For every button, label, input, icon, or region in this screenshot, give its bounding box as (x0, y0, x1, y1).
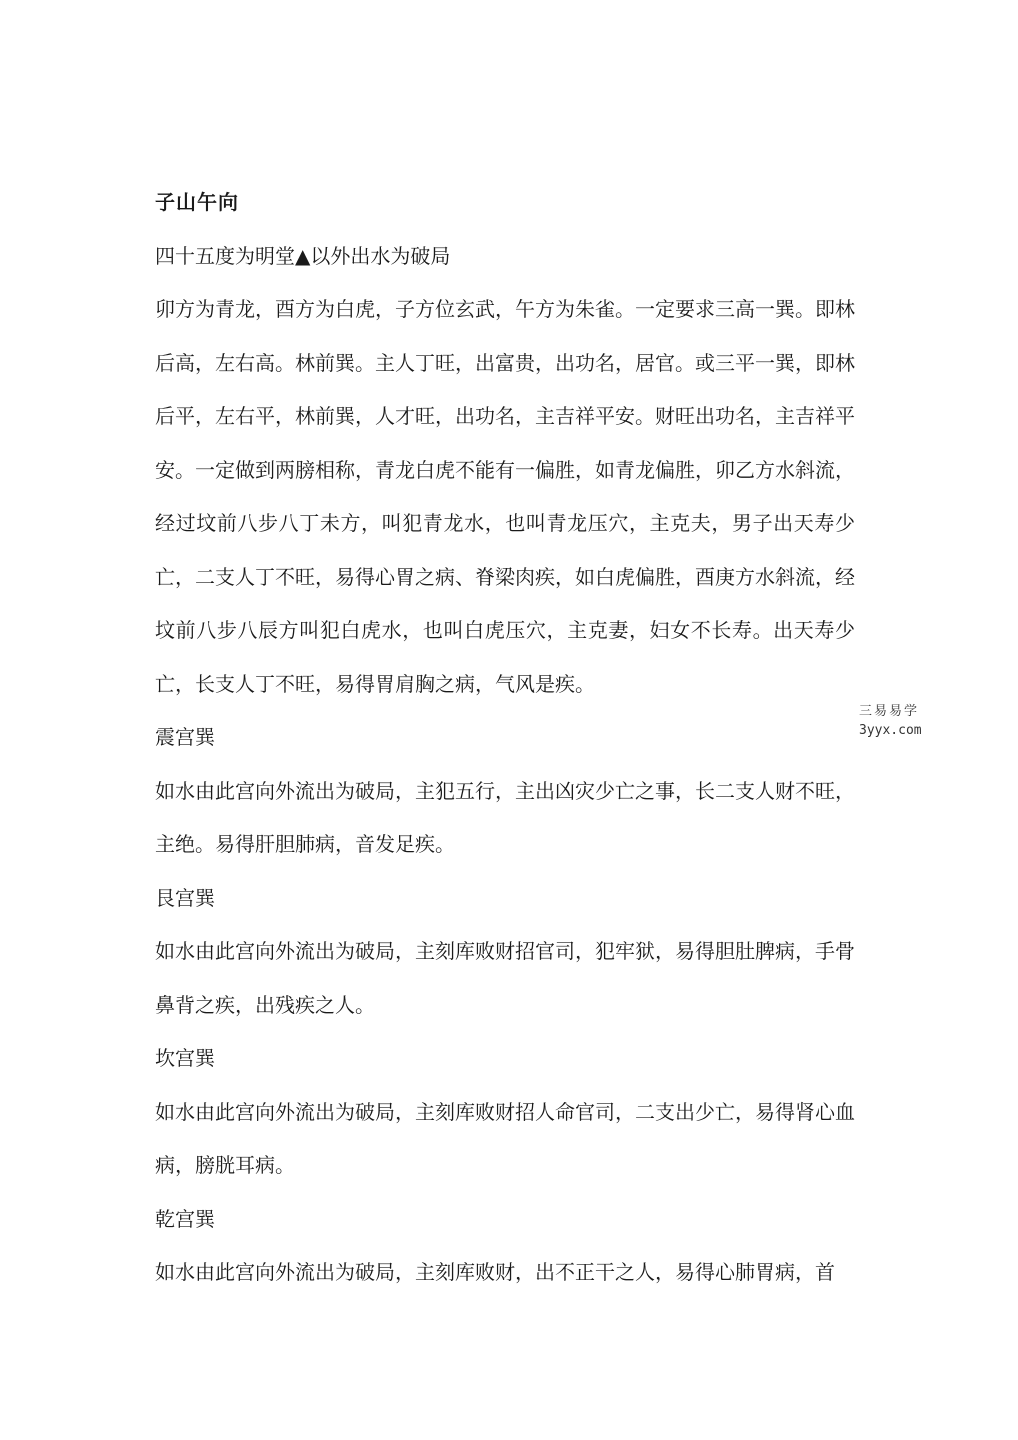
section-text-zhen: 如水由此宫向外流出为破局，主犯五行，主出凶灾少亡之事，长二支人财不旺，主绝。易得肝胆肺病，音发足疾。 (155, 778, 855, 856)
section-heading-qian: 乾宫巽 (155, 1206, 215, 1231)
section-text-kan: 如水由此宫向外流出为破局，主刻库败财招人命官司，二支出少亡，易得肾心血病，膀胱耳病。 (155, 1099, 855, 1177)
section-heading-gen: 艮宫巽 (155, 885, 215, 910)
watermark (859, 702, 922, 740)
page-subtitle: 四十五度为明堂▲以外出水为破局 (155, 244, 451, 268)
section-heading-zhen: 震宫巽 (155, 725, 215, 749)
section-heading-kan: 坎宫巽 (155, 1046, 215, 1070)
section-text-gen: 如水由此宫向外流出为破局，主刻库败财招官司，犯牢狱，易得胆肚脾病，手骨鼻背之疾，出残疾之人。 (155, 939, 855, 1017)
section-text-qian: 如水由此宫向外流出为破局，主刻库败财，出不正干之人，易得心肺胃病，首 (155, 1260, 835, 1284)
intro-paragraph: 卯方为青龙，酉方为白虎，子方位玄武，午方为朱雀。一定要求三高一巽。即林后高，左右高。林前巽。主人丁旺，出富贵，出功名，居官。或三平一巽，即林后平，左右平，林前巽，人才旺，出功名，主吉祥平安。财旺出功名，主吉祥平安。一定做到两膀相称，青龙白虎不能有一偏胜，如青龙偏胜，卯乙方水斜流，经过坟前八步八丁未方，叫犯青龙水，也叫青龙压穴，主克夫，男子出天寿少亡，二支人丁不旺，易得心胃之病、脊梁肉疾，如白虎偏胜，酉庚方水斜流，经坟前八步八辰方叫犯白虎水，也叫白虎压穴，主克妻，妇女不长寿。出天寿少亡，长支人丁不旺，易得胃肩胸之病，气风是疾。 (155, 297, 855, 696)
page-title: 子山午向 (155, 190, 239, 214)
document-page (155, 188, 855, 1300)
watermark-brand: 三易易学 (859, 704, 920, 719)
watermark-url: 3yyx.com (859, 723, 922, 738)
